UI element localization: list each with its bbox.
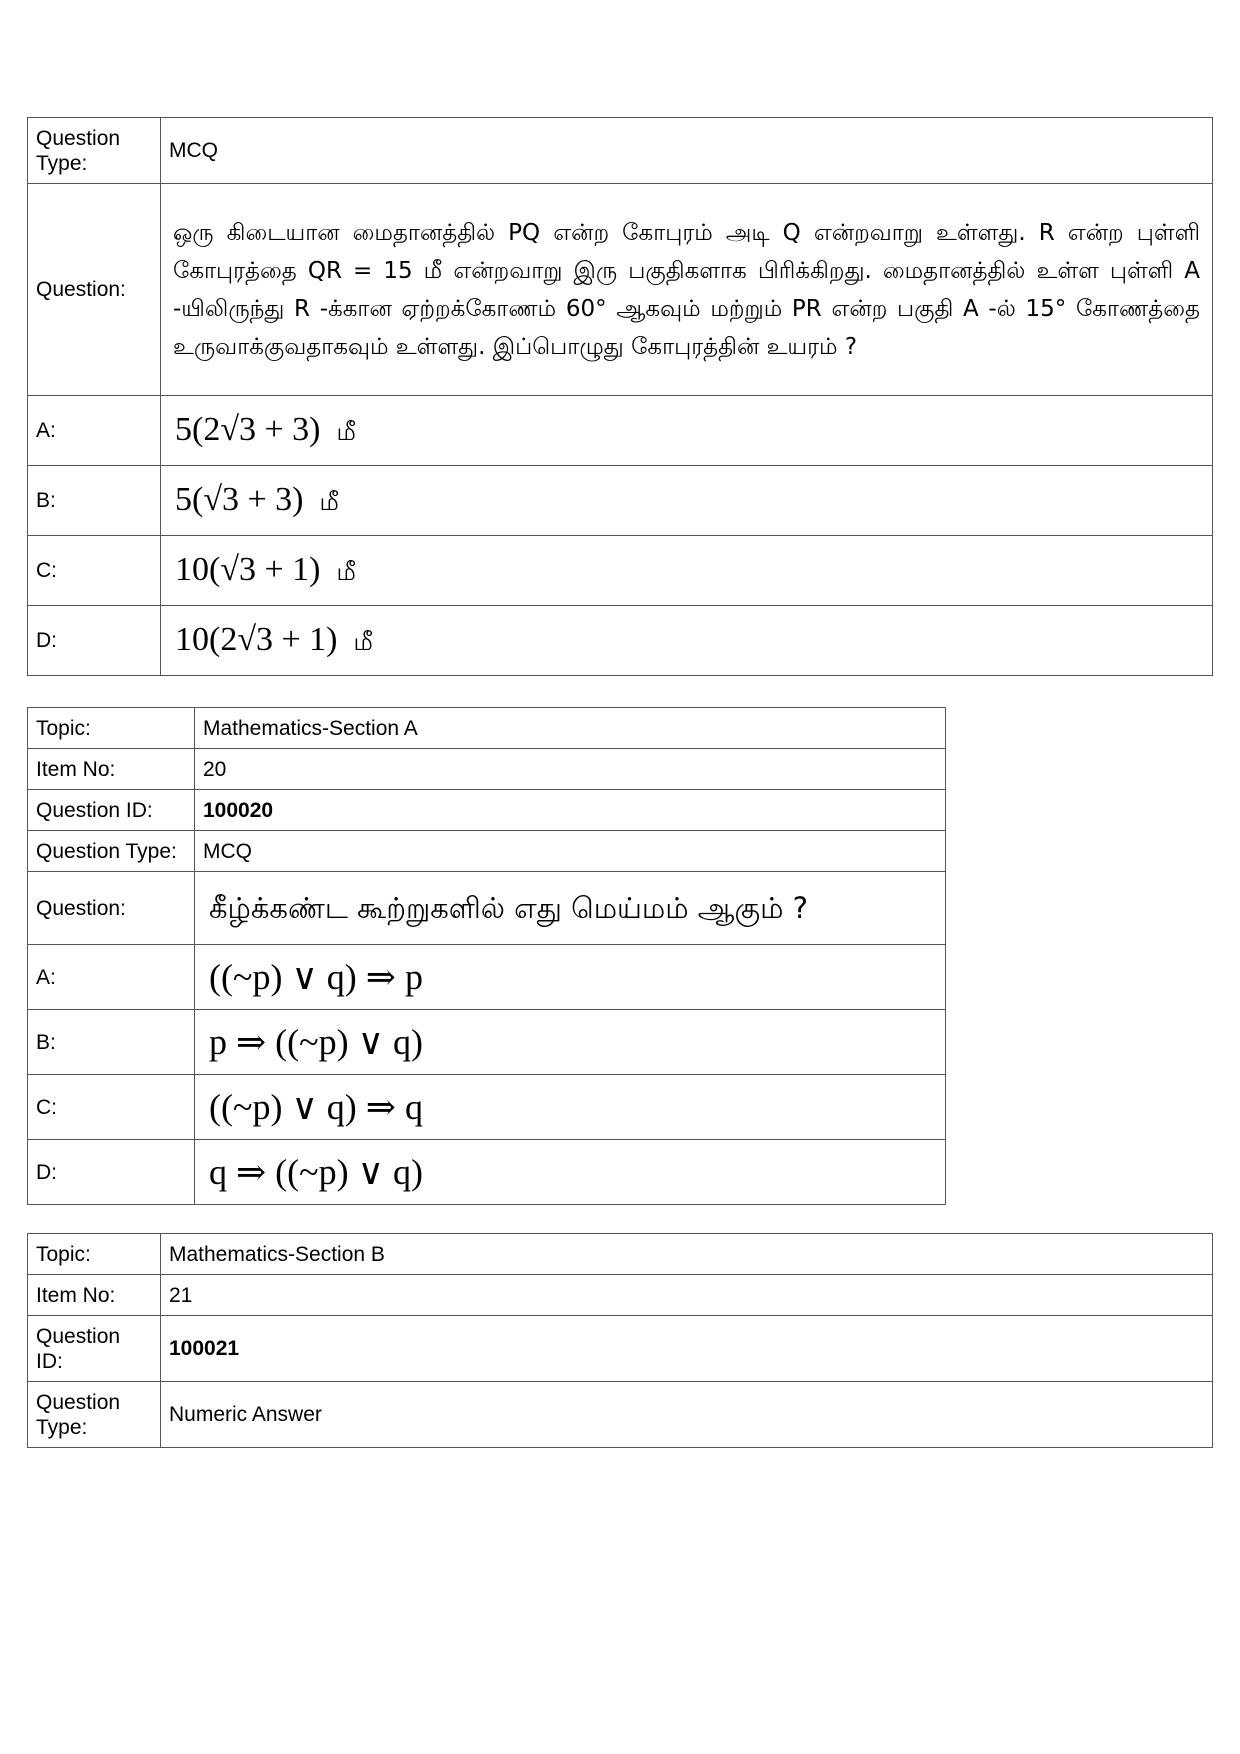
option-value: p ⇒ ((~p) ∨ q): [195, 1010, 946, 1075]
item-no-value: 20: [195, 749, 946, 790]
option-expression: 5(√3 + 3): [175, 480, 304, 518]
topic-label: Topic:: [28, 708, 195, 749]
topic-label: Topic:: [28, 1234, 161, 1275]
question-id-label: Question ID:: [28, 790, 195, 831]
option-value: q ⇒ ((~p) ∨ q): [195, 1140, 946, 1205]
option-label: B:: [28, 466, 161, 536]
question-id-value: 100021: [161, 1316, 1213, 1382]
option-unit: மீ: [319, 487, 339, 516]
option-row: [28, 466, 1213, 536]
option-expression: 5(2√3 + 3): [175, 410, 321, 448]
option-row: [28, 396, 1213, 466]
option-expression: 10(√3 + 1): [175, 550, 321, 588]
question-type-label: Question Type:: [28, 118, 161, 184]
option-label: D:: [28, 606, 161, 676]
question-id-value: 100020: [195, 790, 946, 831]
question-type-value: MCQ: [195, 831, 946, 872]
question-type-value: MCQ: [161, 118, 1213, 184]
option-unit: மீ: [353, 627, 373, 656]
question-table-3: [27, 1233, 1213, 1448]
option-label: C:: [28, 536, 161, 606]
option-row: [28, 1140, 946, 1205]
option-value: [161, 606, 1213, 676]
item-no-value: 21: [161, 1275, 1213, 1316]
option-row: [28, 1075, 946, 1140]
option-row: [28, 606, 1213, 676]
item-no-label: Item No:: [28, 749, 195, 790]
question-label: Question:: [28, 872, 195, 945]
question-table-2: [27, 707, 946, 1205]
option-row: [28, 536, 1213, 606]
topic-value: Mathematics-Section B: [161, 1234, 1213, 1275]
option-value: [161, 466, 1213, 536]
topic-value: Mathematics-Section A: [195, 708, 946, 749]
option-value: [161, 536, 1213, 606]
option-label: B:: [28, 1010, 195, 1075]
option-value: ((~p) ∨ q) ⇒ q: [195, 1075, 946, 1140]
question-label: Question:: [28, 184, 161, 396]
question-type-value: Numeric Answer: [161, 1382, 1213, 1448]
option-row: [28, 1010, 946, 1075]
option-row: [28, 945, 946, 1010]
question-type-label: Question Type:: [28, 1382, 161, 1448]
question-text: கீழ்க்கண்ட கூற்றுகளில் எது மெய்மம் ஆகும் ?: [195, 872, 946, 945]
option-value: [161, 396, 1213, 466]
option-unit: மீ: [336, 417, 356, 446]
option-label: A:: [28, 945, 195, 1010]
option-expression: 10(2√3 + 1): [175, 620, 338, 658]
question-text: ஒரு கிடையான மைதானத்தில் PQ என்ற கோபுரம் அடி Q என்றவாறு உள்ளது. R என்ற புள்ளி கோபுரத்தை QR = 15 மீ என்றவாறு இரு பகுதிகளாக பிரிக்கிறது. மைதானத்தில் உள்ள புள்ளி A -யிலிருந்து R -க்கான ஏற்றக்கோணம் 60° ஆகவும் மற்றும் PR என்ற பகுதி A -ல் 15° கோணத்தை உருவாக்குவதாகவும் உள்ளது. இப்பொழுது கோபுரத்தின் உயரம் ?: [161, 184, 1213, 396]
option-label: C:: [28, 1075, 195, 1140]
question-id-label: Question ID:: [28, 1316, 161, 1382]
question-type-label: Question Type:: [28, 831, 195, 872]
option-label: D:: [28, 1140, 195, 1205]
option-label: A:: [28, 396, 161, 466]
question-table-1: [27, 117, 1213, 676]
option-unit: மீ: [336, 557, 356, 586]
item-no-label: Item No:: [28, 1275, 161, 1316]
option-value: ((~p) ∨ q) ⇒ p: [195, 945, 946, 1010]
